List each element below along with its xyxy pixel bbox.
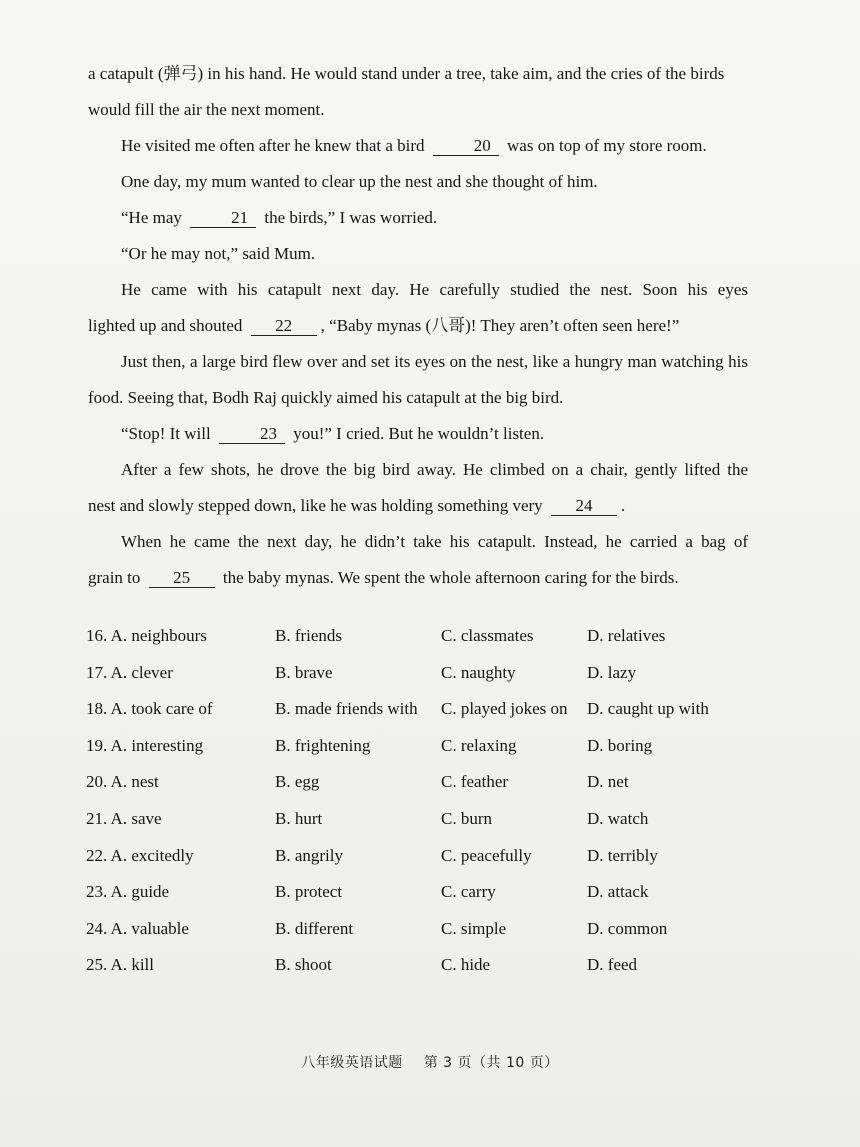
paragraph [88, 200, 748, 236]
option-b: B. made friends with [275, 699, 418, 719]
option-c: C. peacefully [441, 845, 532, 865]
option-d: D. common [587, 918, 668, 938]
blank-21: 21 [190, 209, 256, 228]
option-c: C. simple [441, 918, 507, 938]
paragraph [88, 308, 748, 344]
paragraph-text: . [620, 496, 626, 515]
option-d: D. lazy [587, 662, 637, 682]
option-c: C. naughty [441, 662, 516, 682]
option-b: B. egg [275, 772, 320, 792]
paragraph-text: grain to [88, 568, 141, 587]
option-c: C. relaxing [441, 735, 517, 755]
paragraph-text: you!” I cried. But he wouldn’t listen. [293, 424, 545, 443]
option-a: 18. A. took care of [86, 699, 213, 719]
paragraph-text: the baby mynas. We spent the whole afternoon caring for the birds. [222, 568, 679, 587]
option-d: D. terribly [587, 845, 658, 865]
option-b: B. protect [275, 882, 343, 902]
blank-22: 22 [251, 317, 317, 336]
option-c: C. carry [441, 882, 496, 902]
option-a: 16. A. neighbours [86, 626, 207, 645]
cloze-passage [88, 56, 748, 596]
paragraph [88, 560, 748, 596]
option-d: D. caught up with [587, 699, 709, 719]
blank-20: 20 [433, 137, 499, 156]
option-d: D. net [587, 772, 629, 792]
option-c: C. hide [441, 955, 491, 975]
option-a: 25. A. kill [86, 955, 155, 975]
paragraph-text: , “Baby mynas (八哥)! They aren’t often seen here!” [320, 316, 680, 335]
paragraph-text: “Stop! It will [121, 424, 211, 443]
paragraph: After a few shots, he drove the big bird away. He climbed on a chair, gently lifted the [121, 460, 748, 479]
option-d: D. watch [587, 808, 649, 828]
paragraph-text: He visited me often after he knew that a bird [121, 136, 425, 155]
paragraph: When he came the next day, he didn’t take his catapult. Instead, he carried a bag of [121, 532, 748, 551]
option-b: B. hurt [275, 808, 323, 828]
paragraph [88, 488, 748, 524]
option-c: C. burn [441, 808, 492, 828]
option-c: C. classmates [441, 626, 534, 645]
option-a: 23. A. guide [86, 882, 170, 902]
question-row [86, 947, 766, 984]
option-b: B. friends [275, 626, 343, 645]
paragraph-text: was on top of my store room. [507, 136, 707, 155]
blank-25: 25 [149, 569, 215, 588]
paragraph-text: “He may [121, 208, 182, 227]
question-row [86, 618, 766, 655]
paragraph: One day, my mum wanted to clear up the nest and she thought of him. [121, 172, 598, 191]
option-c: C. feather [441, 772, 509, 792]
option-b: B. shoot [275, 955, 332, 975]
blank-23: 23 [219, 425, 285, 444]
option-b: B. brave [275, 662, 333, 682]
option-a: 20. A. nest [86, 772, 159, 792]
paragraph-text: nest and slowly stepped down, like he was holding something very [88, 496, 543, 515]
option-b: B. frightening [275, 735, 371, 755]
option-a: 24. A. valuable [86, 918, 189, 938]
question-row [86, 874, 766, 911]
paragraph: “Or he may not,” said Mum. [121, 244, 316, 263]
option-d: D. feed [587, 955, 638, 975]
question-row [86, 691, 766, 728]
answer-options [86, 618, 766, 984]
option-a: 19. A. interesting [86, 735, 204, 755]
question-row [86, 838, 766, 875]
paragraph [88, 128, 748, 164]
paragraph: Just then, a large bird flew over and set its eyes on the nest, like a hungry man watching his food. Seeing that, Bodh Raj quickly aimed his catapult at the big bird. [88, 352, 748, 407]
page-number: 第 3 页（共 10 页） [423, 1055, 559, 1071]
paragraph [88, 416, 748, 452]
page-footer [0, 1052, 860, 1072]
option-d: D. relatives [587, 626, 666, 645]
question-row [86, 764, 766, 801]
paragraph-text: the birds,” I was worried. [264, 208, 438, 227]
question-row [86, 911, 766, 948]
option-b: B. different [275, 918, 354, 938]
blank-24: 24 [551, 497, 617, 516]
option-c: C. played jokes on [441, 699, 568, 719]
paragraph: He came with his catapult next day. He carefully studied the nest. Soon his eyes [121, 280, 748, 299]
question-row [86, 801, 766, 838]
option-d: D. attack [587, 882, 649, 902]
option-b: B. angrily [275, 845, 343, 865]
option-a: 21. A. save [86, 808, 162, 828]
option-d: D. boring [587, 735, 653, 755]
option-a: 17. A. clever [86, 662, 173, 682]
exam-subject: 八年级英语试题 [301, 1055, 403, 1071]
question-row [86, 655, 766, 692]
paragraph: a catapult (弹弓) in his hand. He would stand under a tree, take aim, and the cries of the birds would fill the air the next moment. [88, 64, 725, 119]
paragraph-text: lighted up and shouted [88, 316, 243, 335]
question-row [86, 728, 766, 765]
option-a: 22. A. excitedly [86, 845, 194, 865]
